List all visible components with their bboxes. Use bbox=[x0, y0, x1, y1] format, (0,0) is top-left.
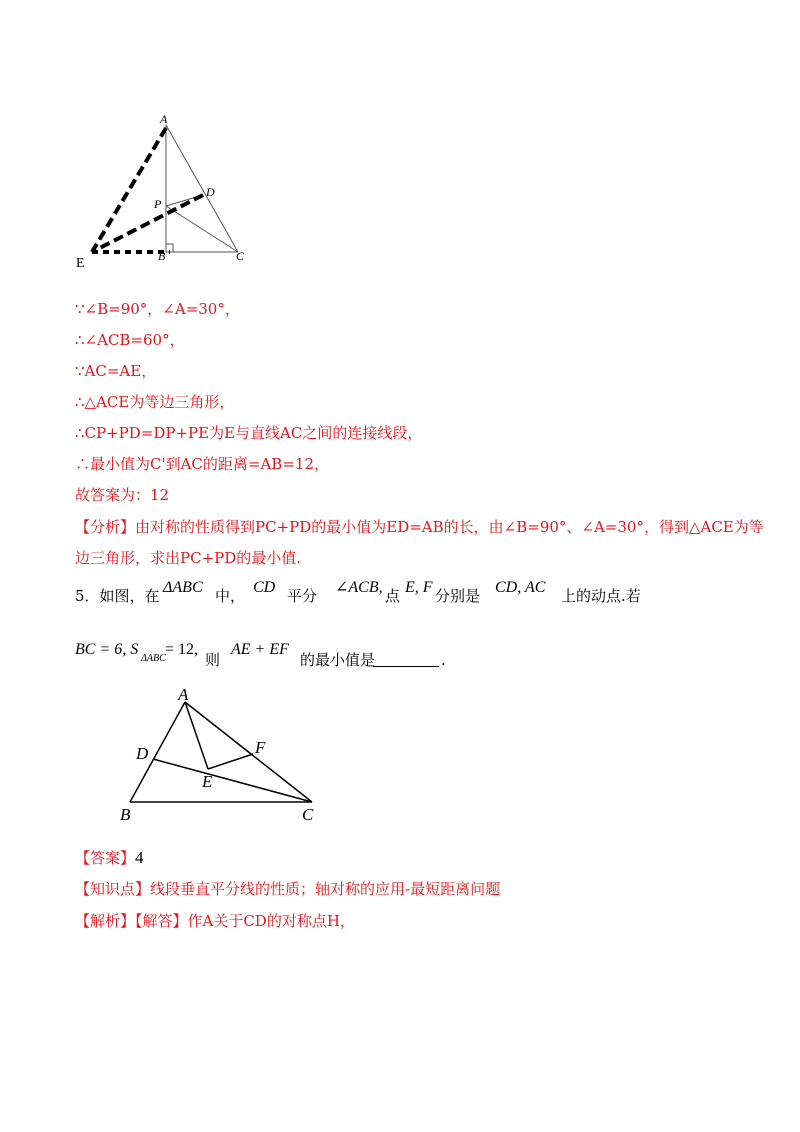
analysis-line-2: 边三角形，求出PC+PD的最小值. bbox=[75, 549, 302, 567]
problem-prefix: 5．如图，在 bbox=[75, 587, 160, 605]
period: . bbox=[441, 651, 446, 669]
label-c: C bbox=[302, 805, 314, 824]
label-e: E bbox=[76, 256, 85, 268]
text-point: 点 bbox=[385, 587, 401, 605]
label-c: C bbox=[236, 249, 245, 263]
text-zhong: 中， bbox=[215, 587, 246, 605]
solution-line-7: 故答案为：12 bbox=[75, 486, 170, 504]
solution-line-4: ∴△ACE为等边三角形， bbox=[75, 393, 235, 411]
label-e: E bbox=[202, 772, 213, 791]
label-p: P bbox=[154, 197, 162, 211]
figure-triangle-abc bbox=[110, 688, 330, 828]
label-d: D bbox=[206, 185, 215, 199]
label-d: D bbox=[136, 744, 149, 763]
answer-value: 4 bbox=[135, 848, 144, 867]
solution-line-6: ∴最小值为C'到AC的距离=AB=12， bbox=[75, 455, 329, 473]
label-b: B bbox=[120, 805, 131, 824]
area-subscript: ΔABC bbox=[141, 653, 166, 664]
problem-5-line-1 bbox=[75, 578, 735, 608]
figure-triangle-ace bbox=[70, 108, 270, 268]
expr-ae-ef: AE + EF bbox=[231, 641, 289, 658]
segments-cd-ac: CD, AC bbox=[495, 579, 546, 596]
points-ef: E, F bbox=[405, 579, 433, 596]
text-bisect: 平分 bbox=[287, 587, 318, 605]
label-b: B bbox=[158, 249, 166, 263]
solution-line-2: ∴∠ACB=60°， bbox=[75, 331, 185, 349]
solution-line-1: ∵∠B=90°，∠A=30°， bbox=[75, 300, 240, 318]
text-minimum: 的最小值是 bbox=[300, 651, 376, 669]
text-moving: 上的动点.若 bbox=[561, 587, 641, 605]
problem-5-line-2 bbox=[75, 640, 735, 670]
label-a: A bbox=[178, 688, 189, 704]
text-then: 则 bbox=[205, 651, 221, 669]
area-value: = 12, bbox=[165, 641, 199, 658]
label-a: A bbox=[160, 112, 168, 126]
analysis-solution: 【解析】【解答】作A关于CD的对称点H， bbox=[75, 912, 355, 930]
answer-line bbox=[75, 848, 144, 868]
bc-value: BC = 6, S bbox=[75, 641, 139, 658]
text-respectively: 分别是 bbox=[435, 587, 481, 605]
segment-cd: CD bbox=[253, 579, 276, 596]
angle-acb: ∠ACB, bbox=[335, 579, 383, 596]
analysis-line-1: 【分析】由对称的性质得到PC+PD的最小值为ED=AB的长，由∠B=90°、∠A=30°，得到△ACE为等 bbox=[75, 518, 764, 536]
label-f: F bbox=[255, 738, 266, 757]
triangle-abc: ΔABC bbox=[163, 579, 203, 596]
answer-tag: 【答案】 bbox=[75, 849, 136, 867]
knowledge-point: 【知识点】线段垂直平分线的性质；轴对称的应用-最短距离问题 bbox=[75, 880, 501, 898]
answer-blank bbox=[373, 652, 439, 667]
solution-line-5: ∴CP+PD=DP+PE为E与直线AC之间的连接线段， bbox=[75, 424, 423, 442]
solution-line-3: ∵AC=AE， bbox=[75, 362, 157, 380]
